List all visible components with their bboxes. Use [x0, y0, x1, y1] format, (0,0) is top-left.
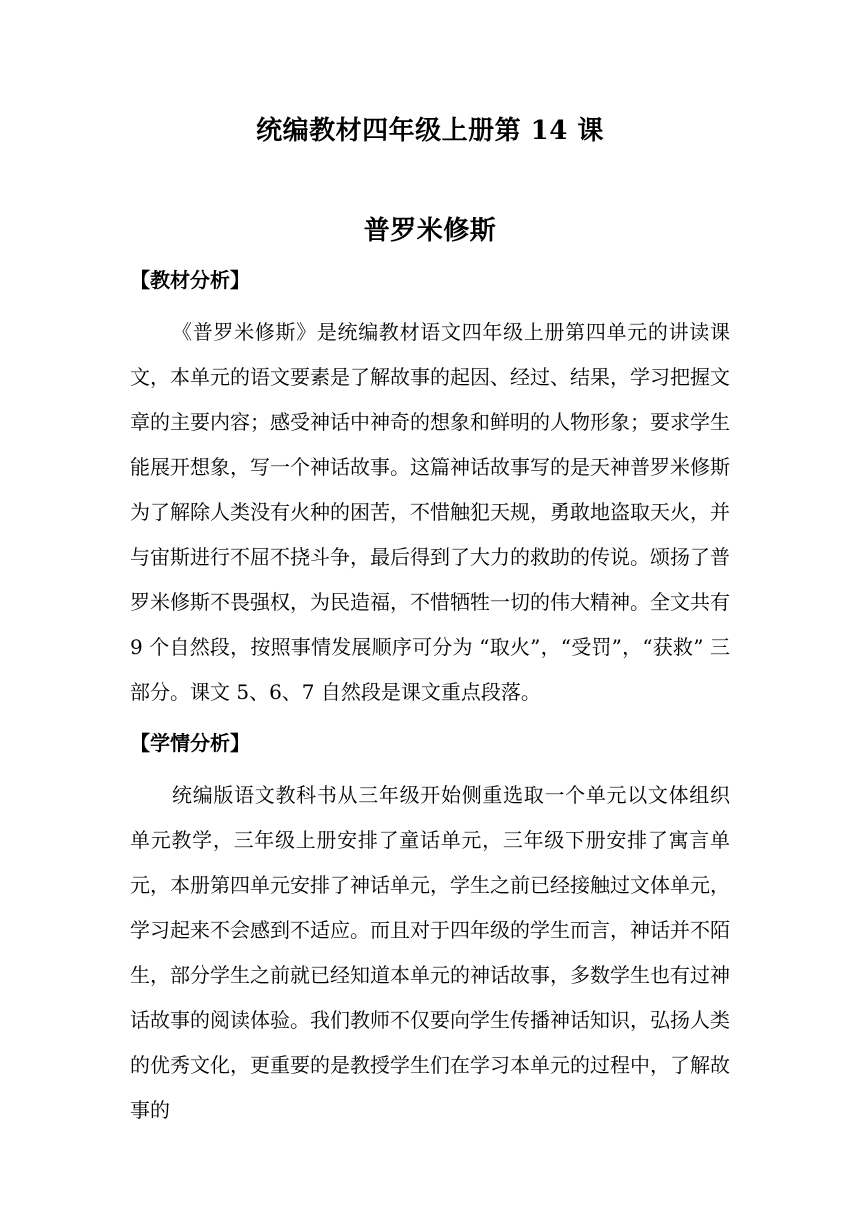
section-heading-student-analysis: 【学情分析】 — [130, 731, 250, 755]
lesson-title: 普罗米修斯 — [363, 216, 497, 246]
section-paragraph-textbook-analysis: 《普罗米修斯》是统编教材语文四年级上册第四单元的讲读课文，本单元的语文要素是了解故事的起因、经过、结果，学习把握文章的主要内容；感受神话中神奇的想象和鲜明的人物形象；要求学生能展开想象，写一个神话故事。这篇神话故事写的是天神普罗米修斯为了解除人类没有火种的困苦，不惜触犯天规，勇敢地盗取天火，并与宙斯进行不屈不挠斗争，最后得到了大力的救助的传说。颂扬了普罗米修斯不畏强权，为民造福，不惜牺牲一切的伟大精神。全文共有 9 个自然段，按照事情发展顺序可分为 “取火”，“受罚”，“获救” 三部分。课文 5、6、7 自然段是课文重点段落。 — [130, 320, 730, 704]
section-heading-textbook-analysis: 【教材分析】 — [130, 268, 250, 292]
document-title: 统编教材四年级上册第 14 课 — [256, 116, 604, 146]
section-paragraph-student-analysis: 统编版语文教科书从三年级开始侧重选取一个单元以文体组织单元教学，三年级上册安排了童话单元，三年级下册安排了寓言单元，本册第四单元安排了神话单元，学生之前已经接触过文体单元，学习起来不会感到不适应。而且对于四年级的学生而言，神话并不陌生，部分学生之前就已经知道本单元的神话故事，多数学生也有过神话故事的阅读体验。我们教师不仅要向学生传播神话知识，弘扬人类的优秀文化，更重要的是教授学生们在学习本单元的过程中，了解故事的 — [130, 783, 730, 1122]
